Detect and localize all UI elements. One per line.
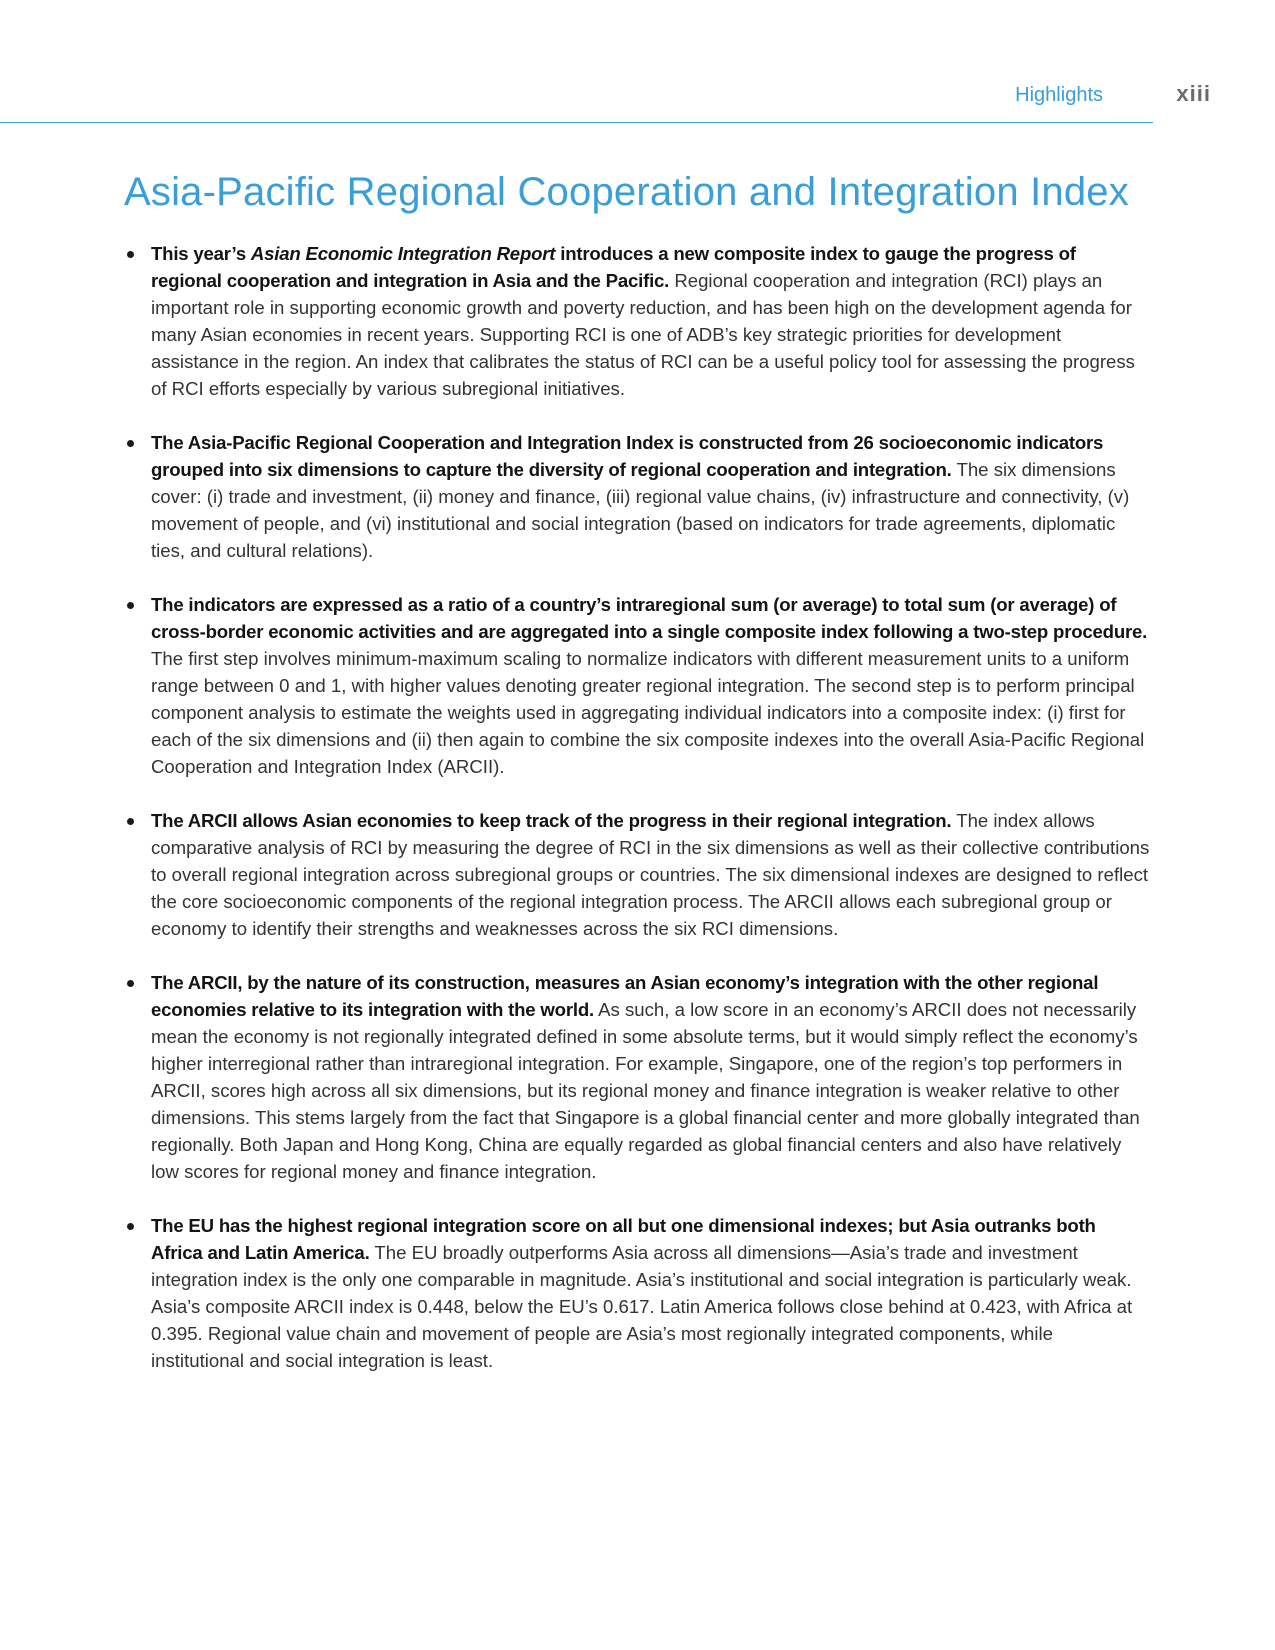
bullet-icon <box>127 980 134 987</box>
page-title: Asia-Pacific Regional Cooperation and Integration Index <box>124 170 1129 214</box>
bullet-icon <box>127 818 134 825</box>
bullet-icon <box>127 251 134 258</box>
list-item <box>124 429 1151 564</box>
running-header <box>0 80 1275 120</box>
list-item <box>124 591 1151 780</box>
bullet-body: Regional cooperation and integration (RCI) plays an important role in supporting economic growth and poverty reduction, and has been high on the development agenda for many Asian economies in recent years. Supporting RCI is one of ADB’s key strategic priorities for development assistance in the region. An index that calibrates the status of RCI can be a useful policy tool for assessing the progress of RCI efforts especially by various subregional initiatives. <box>151 270 1135 399</box>
bullet-body: As such, a low score in an economy’s ARCII does not necessarily mean the economy is not regionally integrated defined in some absolute terms, but it would simply reflect the economy’s higher interregional rather than intraregional integration. For example, Singapore, one of the region’s top performers in ARCII, scores high across all six dimensions, but its regional money and finance integration is weaker relative to other dimensions. This stems largely from the fact that Singapore is a global financial center and more globally integrated than regionally. Both Japan and Hong Kong, China are equally regarded as global financial centers and also have relatively low scores for regional money and finance integration. <box>151 999 1140 1182</box>
bullet-lead: The Asia-Pacific Regional Cooperation and Integration Index is constructed from 26 socioeconomic indicators grouped into six dimensions to capture the diversity of regional cooperation and integration. <box>151 432 1104 480</box>
bullet-lead: The ARCII, by the nature of its construction, measures an Asian economy’s integration with the other regional economies relative to its integration with the world. <box>151 972 1099 1020</box>
bullet-lead: The ARCII allows Asian economies to keep track of the progress in their regional integration. <box>151 810 952 831</box>
list-item <box>124 807 1151 942</box>
list-item <box>124 240 1151 402</box>
bullet-body: The EU broadly outperforms Asia across all dimensions—Asia’s trade and investment integration index is the only one comparable in magnitude. Asia’s institutional and social integration is particularly weak. Asia’s composite ARCII index is 0.448, below the EU’s 0.617. Latin America follows close behind at 0.423, with Africa at 0.395. Regional value chain and movement of people are Asia’s most regionally integrated components, while institutional and social integration is least. <box>151 1242 1133 1371</box>
bullet-icon <box>127 440 134 447</box>
bullet-lead: This year’s Asian Economic Integration Report introduces a new composite index to gauge the progress of regional cooperation and integration in Asia and the Pacific. <box>151 243 1076 291</box>
header-rule <box>0 122 1153 123</box>
bullet-icon <box>127 602 134 609</box>
bullet-body: The first step involves minimum-maximum scaling to normalize indicators with different measurement units to a uniform range between 0 and 1, with higher values denoting greater regional integration. The second step is to perform principal component analysis to estimate the weights used in aggregating individual indicators into a composite index: (i) first for each of the six dimensions and (ii) then again to combine the six composite indexes into the overall Asia-Pacific Regional Cooperation and Integration Index (ARCII). <box>151 648 1145 777</box>
bullet-icon <box>127 1223 134 1230</box>
bullet-lead: The EU has the highest regional integration score on all but one dimensional indexes; but Asia outranks both Africa and Latin America. <box>151 1215 1096 1263</box>
page-number: xiii <box>1176 81 1211 106</box>
section-label: Highlights <box>1015 84 1103 106</box>
highlights-list <box>124 240 1151 1401</box>
bullet-body: The index allows comparative analysis of RCI by measuring the degree of RCI in the six dimensions as well as their collective contributions to overall regional integration across subregional groups or countries. The six dimensional indexes are designed to reflect the core socioeconomic components of the regional integration process. The ARCII allows each subregional group or economy to identify their strengths and weaknesses across the six RCI dimensions. <box>151 810 1150 939</box>
bullet-body: The six dimensions cover: (i) trade and investment, (ii) money and finance, (iii) regional value chains, (iv) infrastructure and connectivity, (v) movement of people, and (vi) institutional and social integration (based on indicators for trade agreements, diplomatic ties, and cultural relations). <box>151 459 1130 561</box>
bullet-lead: The indicators are expressed as a ratio of a country’s intraregional sum (or average) to total sum (or average) of cross-border economic activities and are aggregated into a single composite index following a two-step procedure. <box>151 594 1148 642</box>
list-item <box>124 969 1151 1185</box>
report-title: Asian Economic Integration Report <box>250 243 556 264</box>
list-item <box>124 1212 1151 1374</box>
